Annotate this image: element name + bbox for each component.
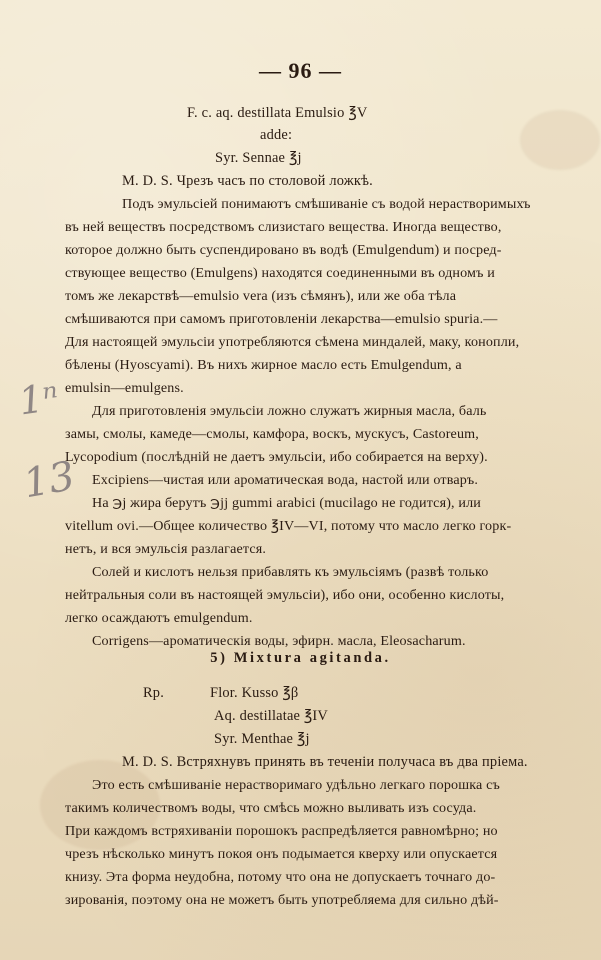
paragraph-line: Excipiens—чистая или ароматическая вода, настой или отваръ. — [92, 472, 479, 488]
paragraph-line: ствующее вещество (Emulgens) находятся соединенными въ одномъ и — [65, 265, 495, 281]
paragraph-line: чрезъ нѣсколько минутъ покоя онъ подымается кверху или опускается — [65, 846, 498, 862]
paragraph-line: Подъ эмульсіей понимаютъ смѣшиваніе съ водой нерастворимыхъ — [122, 196, 531, 212]
rx-line-3: Syr. Sennae ℥j — [215, 150, 302, 166]
paragraph-line: emulsin—emulgens. — [65, 380, 184, 396]
paragraph-line: нетъ, и вся эмульсія разлагается. — [65, 541, 267, 557]
rx-line-7: Syr. Menthae ℥j — [214, 731, 310, 747]
rx-line-4: M. D. S. Чрезъ часъ по столовой ложкѣ. — [122, 173, 373, 189]
rx-line-5: Flor. Kusso ℥β — [210, 685, 299, 701]
paragraph-line: vitellum ovi.—Общее количество ℥IV—VI, потому что масло легко горк- — [65, 518, 512, 534]
handwritten-margin-note: 1ⁿ — [16, 374, 62, 424]
paragraph-line: Для приготовленія эмульсіи ложно служатъ жирныя масла, баль — [92, 403, 487, 419]
paragraph-line: Lycopodium (послѣдній не даетъ эмульсіи, ибо собирается на верху). — [65, 449, 488, 465]
paragraph-line: Это есть смѣшиваніе нерастворимаго удѣльно легкаго порошка съ — [92, 777, 500, 793]
page-number: — 96 — — [259, 58, 342, 83]
paragraph-line: На ℈j жира берутъ ℈jj gummi arabici (mucilago не годится), или — [92, 495, 481, 511]
paragraph-line: Для настоящей эмульсіи употребляются сѣмена миндалей, маку, конопли, — [65, 334, 520, 350]
paragraph-line: Corrigens—ароматическія воды, эфирн. масла, Eleosacharum. — [92, 633, 466, 649]
paragraph-line: которое должно быть суспендировано въ водѣ (Emulgendum) и посред- — [65, 242, 502, 258]
paper-stain — [520, 110, 600, 170]
paragraph-line: легко осаждаютъ emulgendum. — [65, 610, 253, 626]
rx-line-2: adde: — [260, 127, 293, 143]
paragraph-line: бѣлены (Hyoscyami). Въ нихъ жирное масло есть Emulgendum, а — [65, 357, 462, 373]
rx-line-1: F. c. aq. destillata Emulsio ℥V — [187, 105, 368, 121]
paragraph-line: книзу. Эта форма неудобна, потому что она не допускаетъ точнаго до- — [65, 869, 496, 885]
paragraph-line: Солей и кислотъ нельзя прибавлять къ эмульсіямъ (развѣ только — [92, 564, 489, 580]
paragraph-line: такимъ количествомъ воды, что смѣсь можно выливать изъ сосуда. — [65, 800, 477, 816]
section-heading: 5) Mixtura agitanda. — [210, 650, 391, 666]
paragraph-line: замы, смолы, камеде—смолы, камфора, воскъ, мускусъ, Castoreum, — [65, 426, 479, 442]
paragraph-line: зированія, поэтому она не можетъ быть употребляема для сильно дѣй- — [65, 892, 499, 908]
paragraph-line: въ ней веществъ посредствомъ слизистаго вещества. Иногда вещество, — [65, 219, 502, 235]
rx-line-rp: Rp. — [143, 685, 164, 701]
rx-line-8: M. D. S. Встряхнувъ принять въ теченіи получаса въ два пріема. — [122, 754, 528, 770]
paragraph-line: нейтральныя соли въ настоящей эмульсіи), ибо они, особенно кислоты, — [65, 587, 505, 603]
rx-line-6: Aq. destillatae ℥IV — [214, 708, 329, 724]
paragraph-line: томъ же лекарствѣ—emulsio vera (изъ сѣмянъ), или же оба тѣла — [65, 288, 457, 304]
paragraph-line: При каждомъ встряхиваніи порошокъ распредѣляется равномѣрно; но — [65, 823, 498, 839]
handwritten-margin-note: 13 — [20, 453, 79, 508]
paragraph-line: смѣшиваются при самомъ приготовленіи лекарства—emulsio spuria.— — [65, 311, 498, 327]
